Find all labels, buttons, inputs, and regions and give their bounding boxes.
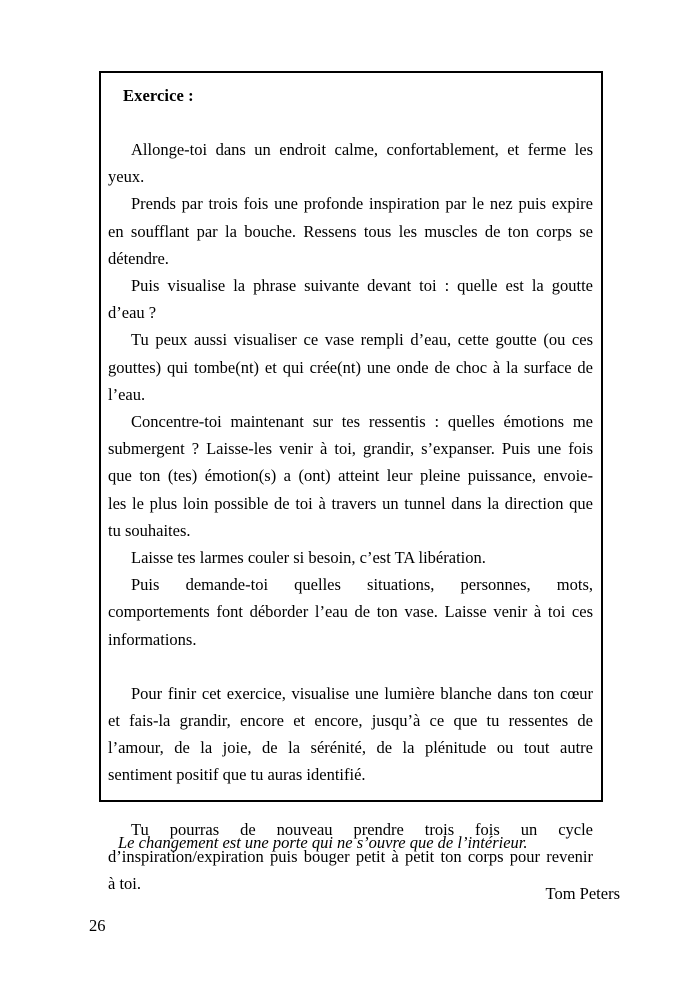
- paragraph-p8: [108, 680, 593, 789]
- text-line: d’inspiration/expiration puis bouger petit à petit ton corps pour revenir: [108, 846, 593, 866]
- text-line: informations.: [108, 629, 197, 649]
- text-line: yeux.: [108, 167, 145, 187]
- text-line: Prends par trois fois une profonde inspiration par le nez puis expire: [131, 194, 593, 214]
- paragraph-spacer: [108, 653, 593, 680]
- text-line: Concentre-toi maintenant sur tes ressentis : quelles émotions me: [131, 412, 593, 432]
- exercise-box-content: [101, 73, 601, 897]
- text-line: à toi.: [108, 874, 141, 894]
- text-line: submergent ? Laisse-les venir à toi, grandir, s’expanser. Puis une fois: [108, 439, 593, 459]
- text-line: Tu pourras de nouveau prendre trois fois un cycle: [131, 819, 593, 839]
- text-line: les le plus loin possible de toi à travers un tunnel dans la direction que: [108, 493, 593, 513]
- paragraph-p3: [108, 272, 593, 326]
- text-line: Tu peux aussi visualiser ce vase rempli d’eau, cette goutte (ou ces: [131, 330, 593, 350]
- text-line: Puis visualise la phrase suivante devant toi : quelle est la goutte: [131, 276, 593, 296]
- quotation-attribution: Tom Peters: [545, 884, 620, 903]
- paragraph-p4: [108, 326, 593, 408]
- text-line: l’amour, de la joie, de la sérénité, de la plénitude ou tout autre: [108, 738, 593, 758]
- text-line: en soufflant par la bouche. Ressens tous les muscles de ton corps se: [108, 221, 593, 241]
- paragraph-p9: [108, 816, 593, 898]
- text-line: sentiment positif que tu auras identifié.: [108, 765, 366, 785]
- text-line: détendre.: [108, 248, 169, 268]
- text-line: d’eau ?: [108, 303, 157, 323]
- text-line: comportements font déborder l’eau de ton vase. Laisse venir à toi ces: [108, 602, 593, 622]
- text-line: Pour finir cet exercice, visualise une lumière blanche dans ton cœur: [131, 683, 593, 703]
- text-line: et fais-la grandir, encore et encore, jusqu’à ce que tu ressentes de: [108, 711, 593, 731]
- paragraph-p2: [108, 190, 593, 272]
- paragraph-spacer: [108, 789, 593, 816]
- text-line: Laisse tes larmes couler si besoin, c’est TA libération.: [131, 548, 486, 568]
- text-line: gouttes) qui tombe(nt) et qui crée(nt) une onde de choc à la surface de: [108, 357, 593, 377]
- paragraph-p1: [108, 136, 593, 190]
- text-line: tu souhaites.: [108, 520, 191, 540]
- paragraph-p7: [108, 571, 593, 653]
- quotation-text: Le changement est une porte qui ne s’ouvre que de l’intérieur.: [118, 833, 528, 852]
- text-line: Puis demande-toi quelles situations, personnes, mots,: [131, 575, 593, 595]
- exercise-heading: Exercice :: [123, 86, 194, 105]
- heading-spacer: [108, 109, 593, 136]
- paragraph-p6: [108, 544, 593, 571]
- text-line: Allonge-toi dans un endroit calme, confortablement, et ferme les: [131, 140, 593, 159]
- text-line: que ton (tes) émotion(s) a (ont) atteint leur pleine puissance, envoie-: [108, 466, 593, 486]
- paragraph-p5: [108, 408, 593, 544]
- text-line: l’eau.: [108, 384, 146, 404]
- page-number: 26: [89, 916, 106, 935]
